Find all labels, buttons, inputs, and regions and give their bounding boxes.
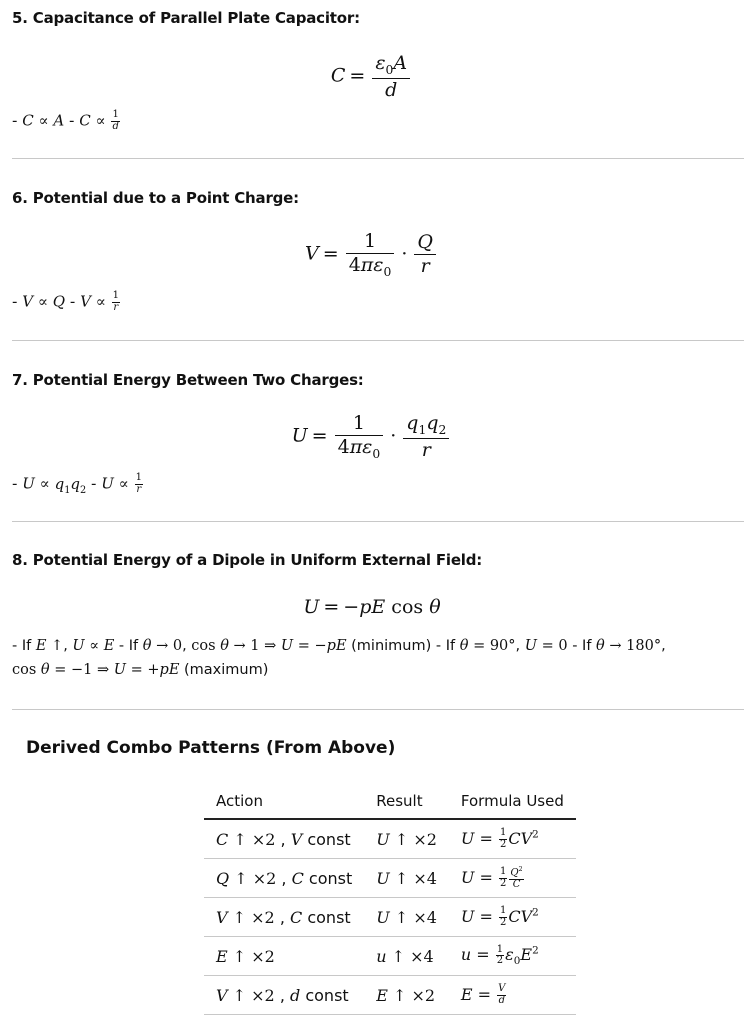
table-row xyxy=(204,937,576,976)
table-row xyxy=(204,819,576,859)
action-cell: Q ↑ ×2 , C const xyxy=(204,859,364,898)
formula-potential-energy: U = $\frac{1}{4\pi\varepsilon_0}$ · $\frac{q_1q_2}{r}$ xyxy=(0,412,744,461)
column-header: Formula Used xyxy=(449,786,576,819)
dipole-notes-line-2: cos θ = −1 ⇒ U = +pE (maximum) xyxy=(12,662,269,678)
divider xyxy=(12,340,744,341)
action-cell: V ↑ ×2 , d const xyxy=(204,976,364,1015)
proportionality-line: - V ∝ Q - V ∝ $\frac{1}{r}$ xyxy=(12,290,119,313)
combo-table xyxy=(204,786,576,1015)
action-cell: E ↑ ×2 xyxy=(204,937,364,976)
formula-potential: V = $\frac{1}{4\pi\varepsilon_0}$ · $\frac{Q}{r}$ xyxy=(0,230,744,279)
table-header-row xyxy=(204,786,576,819)
table-row xyxy=(204,859,576,898)
proportionality-line: - $U \propto q_1q_2 - U$ ∝ $\frac{1}{r}$ xyxy=(12,472,142,496)
result-cell: u ↑ ×4 xyxy=(364,937,449,976)
result-cell: U ↑ ×4 xyxy=(364,898,449,937)
column-header: Action xyxy=(204,786,364,819)
section-heading: 5. Capacitance of Parallel Plate Capacitor: xyxy=(12,9,360,27)
formula-cell: U = $\frac{1}{2}$ $CV^2$ xyxy=(449,819,576,859)
result-cell: E ↑ ×2 xyxy=(364,976,449,1015)
divider xyxy=(12,521,744,522)
formula-cell: E = $\frac{V}{d}$ xyxy=(449,976,576,1015)
formula-cell: U = $\frac{1}{2}$ $\frac{Q^2}{C}$ xyxy=(449,859,576,898)
formula-dipole-energy: U = −pE cos θ xyxy=(303,596,441,618)
formula-capacitance: C = $\frac{\varepsilon_0A}{d}$ xyxy=(0,52,744,101)
result-cell: U ↑ ×2 xyxy=(364,819,449,859)
result-cell: U ↑ ×4 xyxy=(364,859,449,898)
section-heading: 8. Potential Energy of a Dipole in Uniform External Field: xyxy=(12,551,483,569)
action-cell: V ↑ ×2 , C const xyxy=(204,898,364,937)
combo-title: Derived Combo Patterns (From Above) xyxy=(26,738,396,758)
divider xyxy=(12,709,744,710)
formula-cell: U = $\frac{1}{2}$ $CV^2$ xyxy=(449,898,576,937)
section-heading: 7. Potential Energy Between Two Charges: xyxy=(12,371,364,389)
table-row xyxy=(204,898,576,937)
section-heading: 6. Potential due to a Point Charge: xyxy=(12,189,299,207)
table-row xyxy=(204,976,576,1015)
dipole-notes-line-1: - If E ↑, U ∝ E - If θ → 0, cos θ → 1 ⇒ U = −pE (minimum) - If θ = 90°, U = 0 - If θ → 180°, xyxy=(12,638,666,654)
divider xyxy=(12,158,744,159)
proportionality-line: - C ∝ A - C ∝ $\frac{1}{d}$ xyxy=(12,109,119,132)
column-header: Result xyxy=(364,786,449,819)
action-cell: C ↑ ×2 , V const xyxy=(204,819,364,859)
formula-cell: u = $\frac{1}{2}$ $\varepsilon_0E^2$ xyxy=(449,937,576,976)
